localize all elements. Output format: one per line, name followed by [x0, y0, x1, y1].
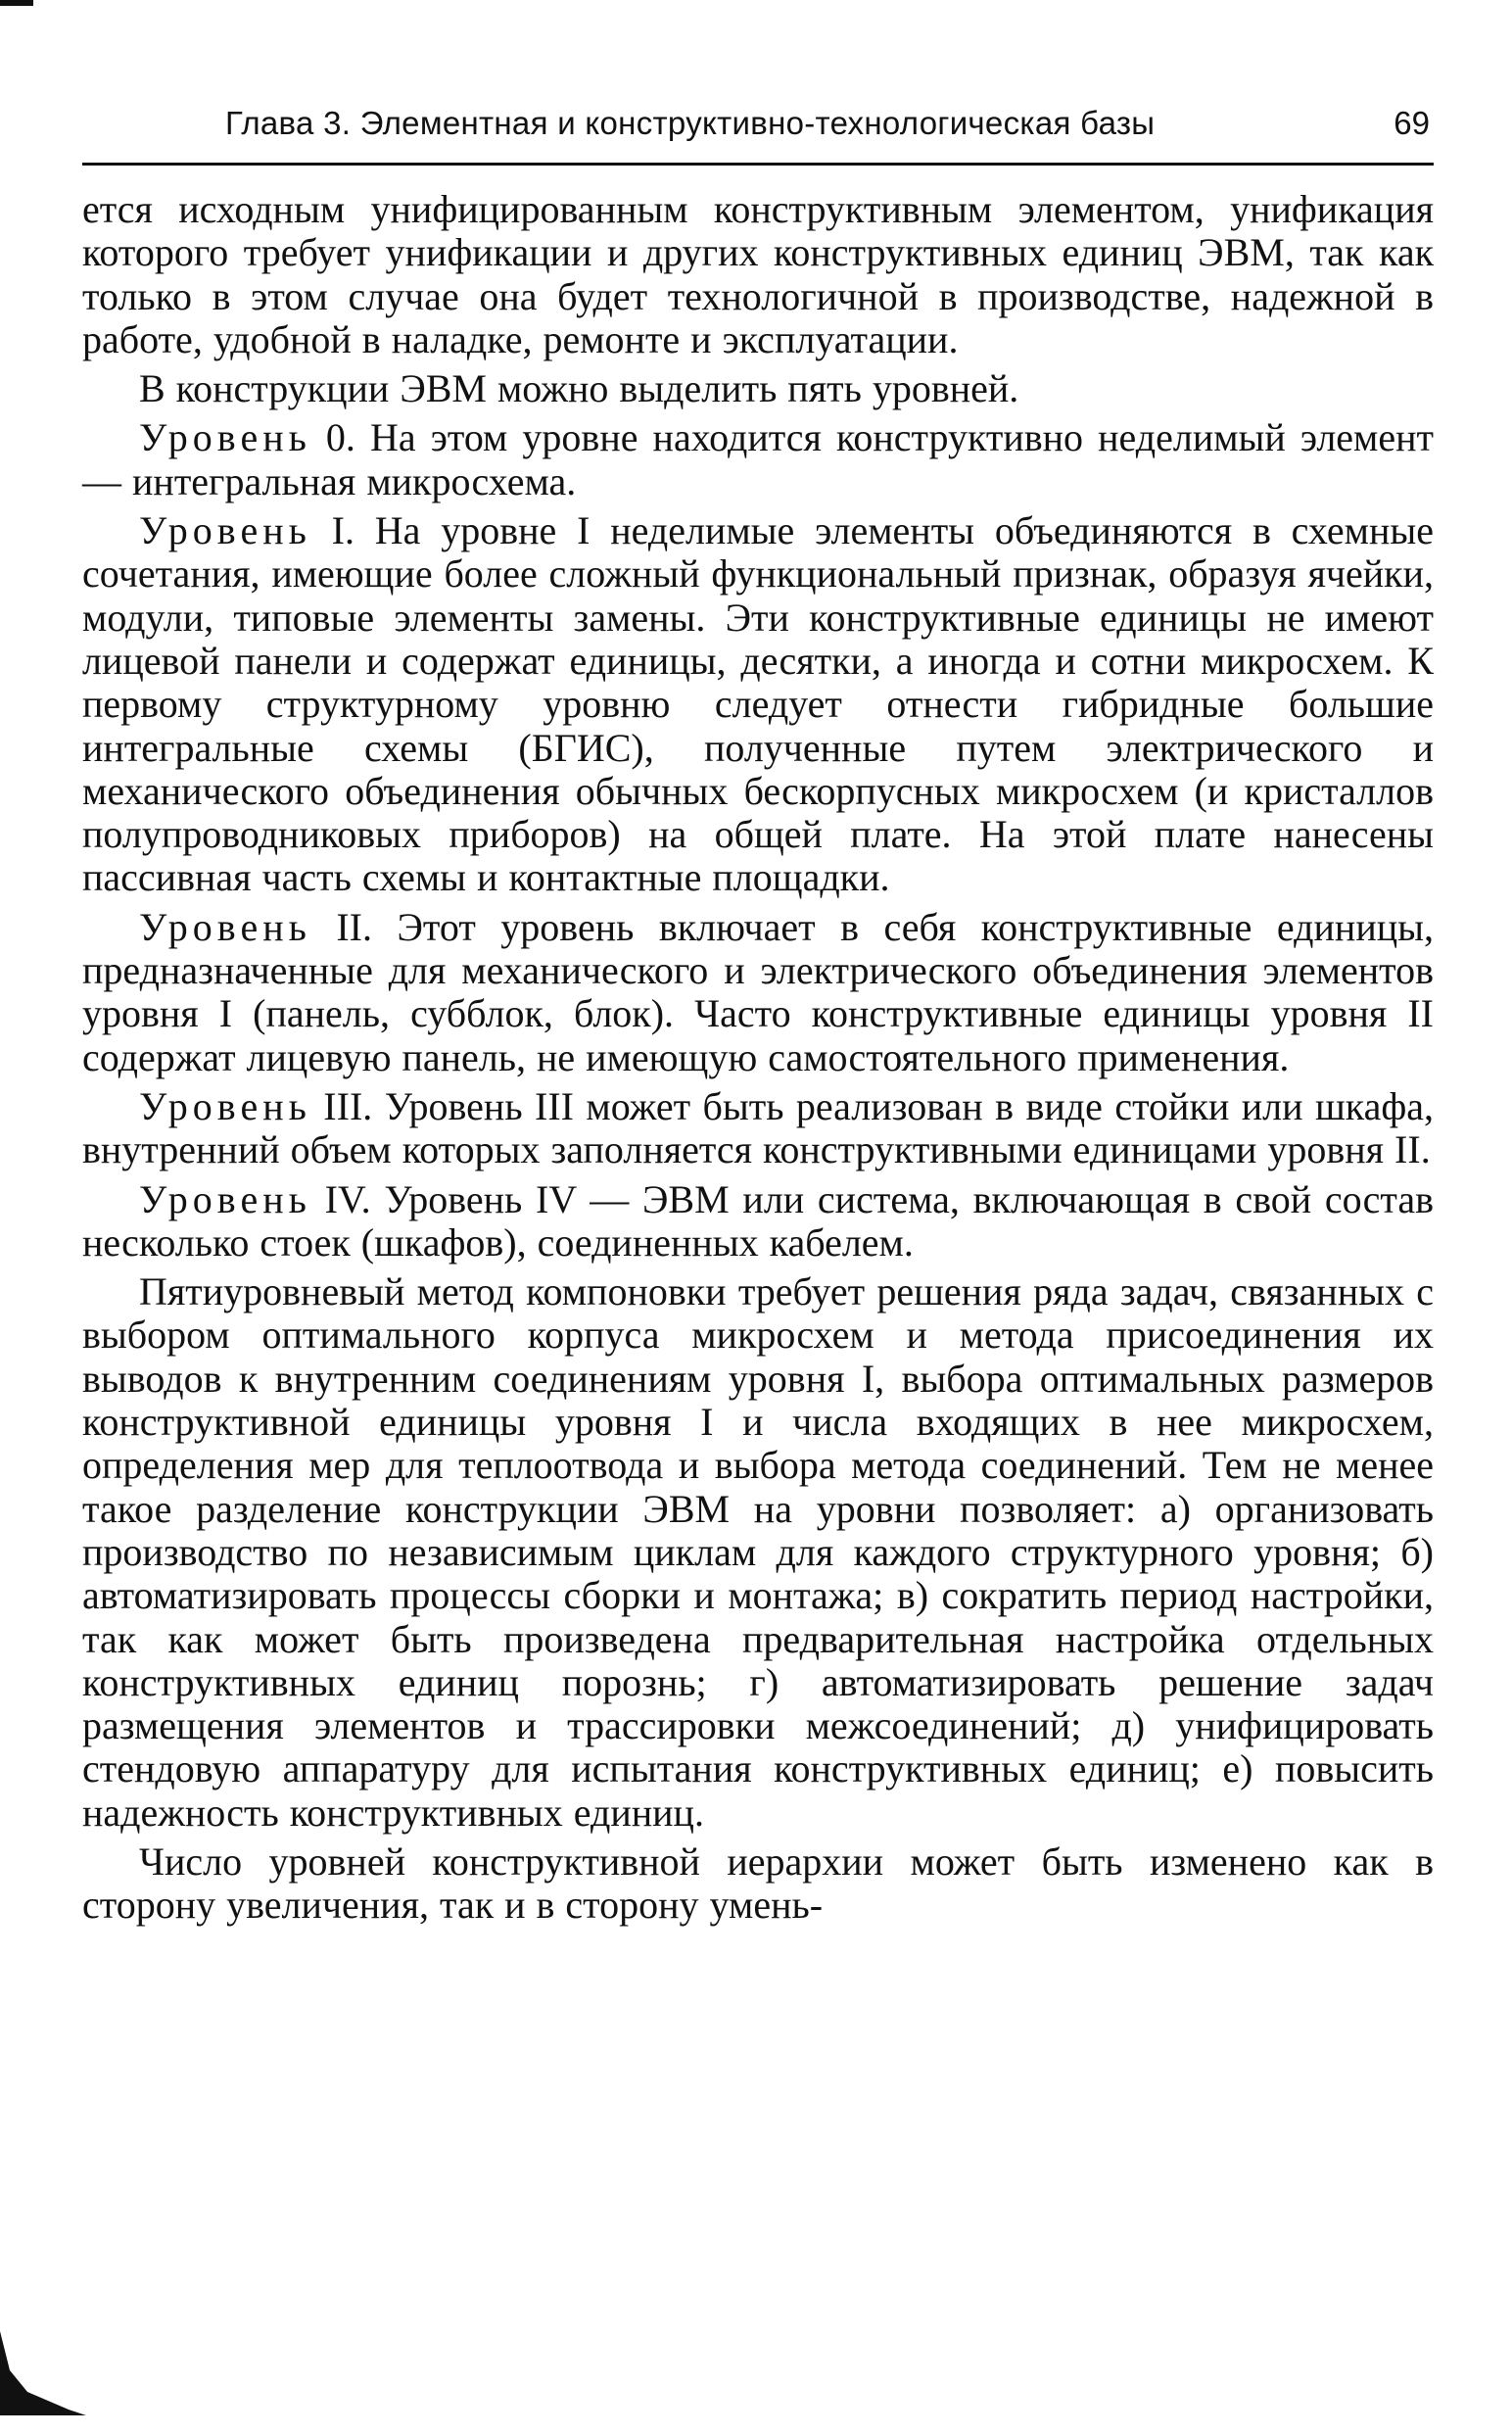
- paragraph-level-2: [82, 906, 1434, 1079]
- paragraph-text: 0. На этом уровне находится конструктивно неделимый элемент — интегральная микросхема.: [82, 415, 1434, 503]
- page-number: 69: [1394, 105, 1430, 141]
- level-heading: Уровень: [139, 1083, 311, 1128]
- paragraph-level-3: [82, 1085, 1434, 1172]
- paragraph-text: III. Уровень III может быть реализован в виде стойки или шкафа, внутренний объем которых заполняется конструктивными единицами уровня II.: [82, 1083, 1434, 1172]
- paragraph-text: II. Этот уровень включает в себя конструктивные единицы, предназначенные для механического и электрического объединения элементов уровня I (панель, субблок, блок). Часто конструктивные единицы уровня II содержат лицевую панель, не имеющую самостоятельного применения.: [82, 904, 1434, 1079]
- scan-edge-mark-top: [0, 0, 33, 6]
- paragraph-text: В конструкции ЭВМ можно выделить пять уровней.: [139, 366, 1019, 411]
- paragraph-continuation: [82, 188, 1434, 361]
- level-heading: Уровень: [139, 508, 311, 553]
- paragraph: [82, 1840, 1434, 1928]
- paragraph-level-1: [82, 509, 1434, 900]
- paragraph-level-0: [82, 416, 1434, 503]
- paragraph-level-4: [82, 1178, 1434, 1265]
- level-heading: Уровень: [139, 904, 311, 949]
- paragraph-text: IV. Уровень IV — ЭВМ или система, включающая в свой состав несколько стоек (шкафов), соединенных кабелем.: [82, 1176, 1434, 1265]
- paragraph: [82, 1270, 1434, 1835]
- paragraph-text: ется исходным унифицированным конструктивным элементом, унификация которого требует унификации и других конструктивных единиц ЭВМ, так как только в этом случае она будет технологичной в производстве, надежной в работе, удобной в наладке, ремонте и эксплуатации.: [82, 187, 1434, 361]
- paragraph-text: Число уровней конструктивной иерархии может быть изменено как в сторону увеличения, так и в сторону умень-: [82, 1838, 1434, 1928]
- running-head: [157, 94, 1430, 153]
- level-heading: Уровень: [139, 415, 311, 460]
- paragraph-text: I. На уровне I неделимые элементы объединяются в схемные сочетания, имеющие более сложный функциональный признак, образуя ячейки, модули, типовые элементы замены. Эти конструктивные единицы не имеют лицевой панели и содержат единицы, десятки, а иногда и сотни микросхем. К первому структурному уровню следует отнести гибридные большие интегральные схемы (БГИС), полученные путем электрического и механического объединения обычных бескорпусных микросхем (и кристаллов полупроводниковых приборов) на общей плате. На этой плате нанесены пассивная часть схемы и контактные площадки.: [82, 508, 1434, 900]
- chapter-title: Глава 3. Элементная и конструктивно-технологическая базы: [225, 105, 1156, 141]
- page-body: [82, 188, 1434, 1934]
- paragraph-text: Пятиуровневый метод компоновки требует решения ряда задач, связанных с выбором оптимального корпуса микросхем и метода присоединения их выводов к внутренним соединениям уровня I, выбора оптимальных размеров конструктивной единицы уровня I и числа входящих в нее микросхем, определения мер для теплоотвода и выбора метода соединений. Тем не менее такое разделение конструкции ЭВМ на уровни позволяет: а) организовать производство по независимым циклам для каждого структурного уровня; б) автоматизировать процессы сборки и монтажа; в) сократить период настройки, так как может быть произведена предварительная настройка отдельных конструктивных единиц порознь; г) автоматизировать решение задач размещения элементов и трассировки межсоединений; д) унифицировать стендовую аппаратуру для испытания конструктивных единиц; е) повысить надежность конструктивных единиц.: [82, 1269, 1434, 1835]
- level-heading: Уровень: [139, 1176, 311, 1221]
- scan-edge-mark-bottom: [0, 2331, 88, 2419]
- header-rule: [82, 163, 1434, 166]
- paragraph: [82, 367, 1434, 410]
